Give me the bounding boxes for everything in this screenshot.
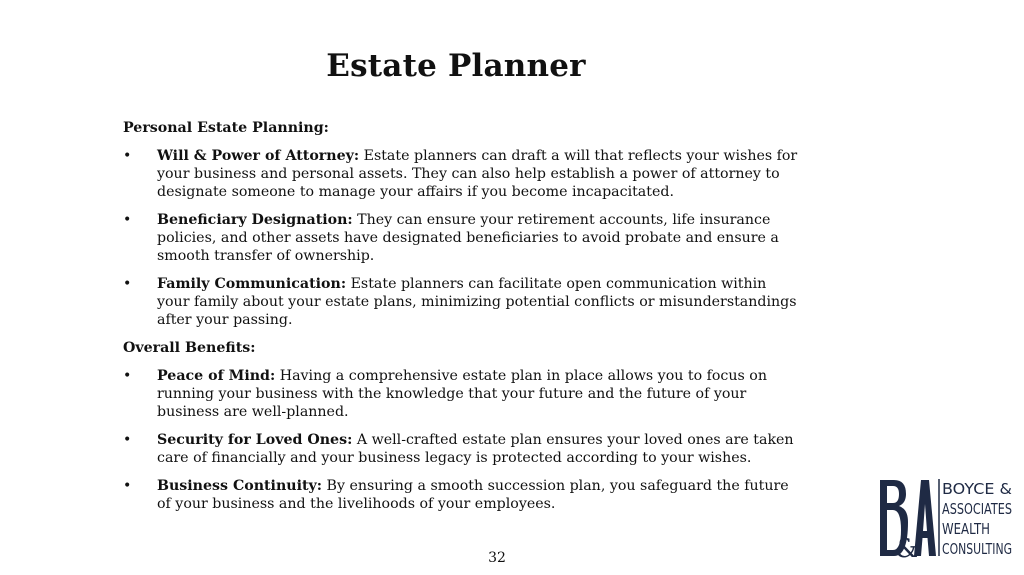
section-heading: Overall Benefits: xyxy=(123,340,256,356)
page-number: 32 xyxy=(488,550,506,566)
bullet-text: A well-crafted estate plan ensures your loved ones are taken care of financially and your business legacy is protected according to your wishes. xyxy=(157,432,794,466)
bullet-text: Estate planners can draft a will that reflects your wishes for your business and personal assets. They can also help establish a power of attorney to designate someone to manage your affairs if you become incapacitated. xyxy=(157,148,798,200)
bullet-text: Having a comprehensive estate plan in place allows you to focus on running your business with the knowledge that your future and the future of your business are well-planned. xyxy=(157,368,767,420)
bullet-text: They can ensure your retirement accounts, life insurance policies, and other assets have designated beneficiaries to avoid probate and ensure a smooth transfer of ownership. xyxy=(157,212,779,264)
bullet-term: Security for Loved Ones: xyxy=(157,432,353,448)
section-heading: Personal Estate Planning: xyxy=(123,120,329,136)
logo-graphic xyxy=(876,476,1016,560)
bullet-term: Family Communication: xyxy=(157,276,347,292)
logo-ampersand: & xyxy=(895,534,919,560)
bullet-term: Beneficiary Designation: xyxy=(157,212,353,228)
list-item xyxy=(123,477,803,513)
company-logo xyxy=(876,476,1016,560)
page-title: Estate Planner xyxy=(326,48,586,84)
logo-line-3: WEALTH xyxy=(942,520,990,538)
list-item xyxy=(123,367,803,421)
bullet-term: Will & Power of Attorney: xyxy=(157,148,360,164)
bullet-marker: • xyxy=(123,368,132,384)
bullet-term: Peace of Mind: xyxy=(157,368,276,384)
bullet-text: By ensuring a smooth succession plan, you safeguard the future of your business and the livelihoods of your employees. xyxy=(157,478,789,512)
logo-line-1: BOYCE & xyxy=(942,480,1013,498)
section-personal-estate-planning xyxy=(123,119,803,329)
bullet-marker: • xyxy=(123,432,132,448)
bullet-marker: • xyxy=(123,148,132,164)
list-item xyxy=(123,275,803,329)
list-item xyxy=(123,147,803,201)
slide-content xyxy=(123,119,803,523)
bullet-term: Business Continuity: xyxy=(157,478,323,494)
bullet-marker: • xyxy=(123,276,132,292)
bullet-marker: • xyxy=(123,478,132,494)
logo-line-2: ASSOCIATES xyxy=(942,500,1012,518)
logo-line-4: CONSULTING xyxy=(942,540,1012,558)
list-item xyxy=(123,211,803,265)
list-item xyxy=(123,431,803,467)
section-overall-benefits xyxy=(123,339,803,513)
bullet-marker: • xyxy=(123,212,132,228)
bullet-text: Estate planners can facilitate open communication within your family about your estate plans, minimizing potential conflicts or misunderstandings after your passing. xyxy=(157,276,797,328)
